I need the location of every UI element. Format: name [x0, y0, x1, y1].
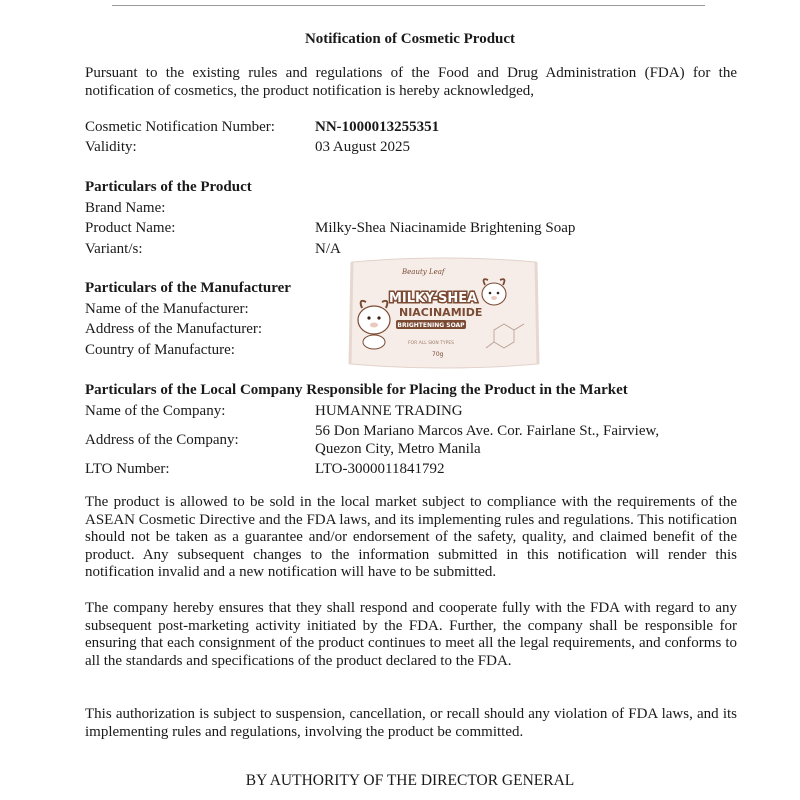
company-name-label: Name of the Company: [85, 403, 226, 419]
intro-paragraph: Pursuant to the existing rules and regulations of the Food and Drug Administration (FDA) for the notification of cosmetics, the product notification is hereby acknowledged, [85, 65, 737, 99]
product-title-line3: BRIGHTENING SOAP [397, 322, 465, 329]
cooperation-paragraph: The company hereby ensures that they shall respond and cooperate fully with the FDA with regard to any subsequent post-marketing activity initiated by the FDA. Further, the company shall be responsible for ensuring that each consignment of the product continues to meet all the legal requirements, and conforms to all the standards and specifications of the product declared to the FDA. [85, 600, 737, 669]
variant-value: N/A [315, 241, 341, 257]
company-address-line2: Quezon City, Metro Manila [315, 441, 481, 457]
lto-number-value: LTO-3000011841792 [315, 461, 445, 477]
notification-number-label: Cosmetic Notification Number: [85, 119, 275, 135]
product-tagline: FOR ALL SKIN TYPES [407, 341, 455, 346]
product-heading: Particulars of the Product [85, 179, 252, 195]
company-name-value: HUMANNE TRADING [315, 403, 463, 419]
product-name-label: Product Name: [85, 220, 176, 236]
brand-name-label: Brand Name: [85, 200, 166, 216]
company-address-line1: 56 Don Mariano Marcos Ave. Cor. Fairlane St., Fairview, [315, 423, 660, 439]
validity-label: Validity: [85, 139, 137, 155]
product-weight: 70g [432, 351, 444, 358]
product-title-line2: NIACINAMIDE [399, 306, 483, 319]
variant-label: Variant/s: [85, 241, 143, 257]
company-address-label: Address of the Company: [85, 432, 239, 448]
manufacturer-name-label: Name of the Manufacturer: [85, 301, 249, 317]
compliance-paragraph: The product is allowed to be sold in the local market subject to compliance with the requirements of the ASEAN Cosmetic Directive and the FDA laws, and its implementing rules and regulations. This notification should not be taken as a guarantee and/or endorsement of the safety, quality, and claimed benefit of the product. Any subsequent changes to the information submitted in this notification will render this notification invalid and a new notification will have to be submitted. [85, 494, 737, 580]
product-image [344, 252, 544, 374]
validity-value: 03 August 2025 [315, 139, 411, 155]
page-title: Notification of Cosmetic Product [304, 31, 516, 47]
local-company-heading: Particulars of the Local Company Responsible for Placing the Product in the Market [85, 382, 628, 398]
authority-footer: BY AUTHORITY OF THE DIRECTOR GENERAL [245, 772, 575, 789]
country-of-manufacture-label: Country of Manufacture: [85, 342, 235, 358]
lto-number-label: LTO Number: [85, 461, 170, 477]
notification-number-value: NN-1000013255351 [315, 119, 440, 135]
manufacturer-heading: Particulars of the Manufacturer [85, 280, 291, 296]
product-title-line1: MILKY-SHEA [389, 291, 478, 306]
soap-package-illustration [344, 252, 544, 374]
authorization-paragraph: This authorization is subject to suspension, cancellation, or recall should any violation of FDA laws, and its implementing rules and regulations, involving the product be committed. [85, 706, 737, 740]
brand-script-text: Beauty Leaf [402, 268, 445, 276]
product-name-value: Milky-Shea Niacinamide Brightening Soap [315, 220, 576, 236]
manufacturer-address-label: Address of the Manufacturer: [85, 321, 263, 337]
top-rule [112, 5, 705, 6]
